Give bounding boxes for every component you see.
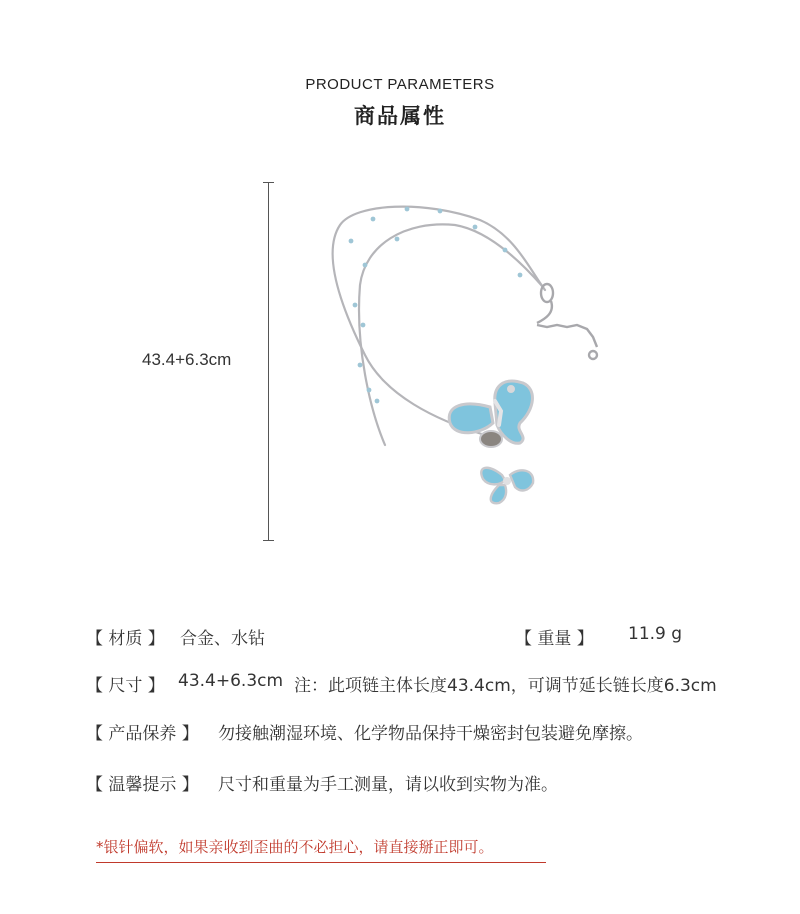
butterfly-large	[449, 381, 532, 447]
necklace-product-image	[315, 195, 615, 515]
butterfly-small	[481, 468, 533, 504]
weight-key: 【 重量 】	[515, 629, 594, 649]
header-title-cn: 商品属性	[354, 104, 446, 128]
note-underline	[96, 862, 546, 863]
dimension-ruler-bottom-cap	[263, 540, 274, 541]
size-note: 注：此项链主体长度43.4cm，可调节延长链长度6.3cm	[294, 676, 717, 696]
clasp-extender	[537, 284, 597, 359]
tip-key: 【 温馨提示 】	[86, 775, 199, 795]
dimension-ruler-top-cap	[263, 182, 274, 183]
care-key: 【 产品保养 】	[86, 724, 199, 744]
weight-value: 11.9 g	[628, 624, 683, 644]
care-value: 勿接触潮湿环境、化学物品保持干燥密封包装避免摩擦。	[218, 724, 643, 744]
dimension-label: 43.4+6.3cm	[142, 350, 232, 369]
material-key: 【 材质 】	[86, 629, 165, 649]
silver-pin-note: *银针偏软，如果亲收到歪曲的不必担心，请直接掰正即可。	[96, 838, 494, 856]
size-value: 43.4+6.3cm	[178, 671, 284, 691]
size-key: 【 尺寸 】	[86, 676, 165, 696]
tip-value: 尺寸和重量为手工测量，请以收到实物为准。	[218, 775, 558, 795]
material-value: 合金、水钻	[180, 629, 265, 649]
dimension-ruler	[268, 182, 269, 541]
chain-beads	[349, 207, 523, 404]
header-title-en: PRODUCT PARAMETERS	[305, 76, 495, 93]
